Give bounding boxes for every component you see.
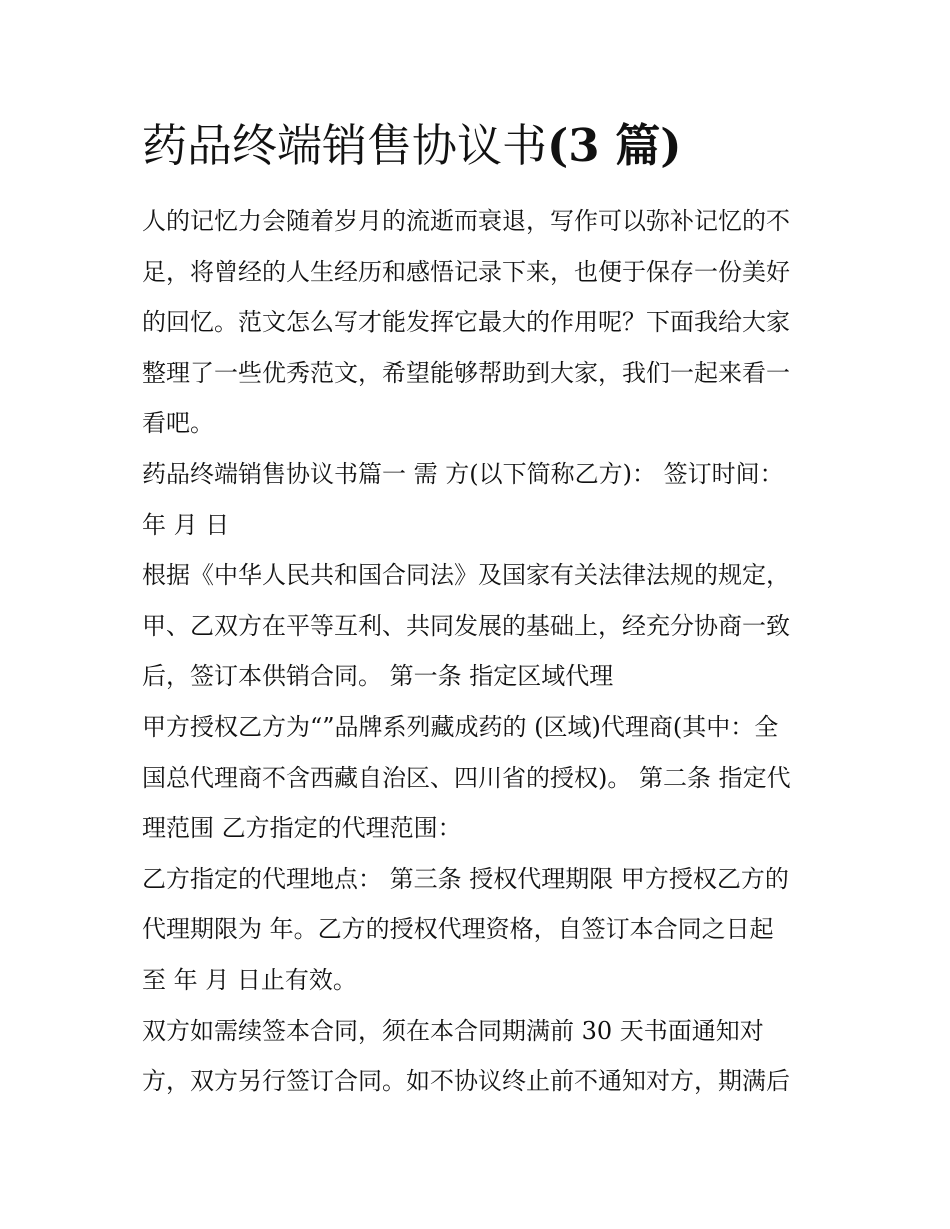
text-line: 的回忆。范文怎么写才能发挥它最大的作用呢？下面我给大家 [142, 308, 790, 337]
text-line: 国总代理商不含西藏自治区、四川省的授权)。 第二条 指定代 [142, 763, 791, 792]
text-line: 乙方指定的代理地点： 第三条 授权代理期限 甲方授权乙方的 [142, 864, 789, 893]
document-body [142, 196, 822, 1107]
text-line: 药品终端销售协议书篇一 需 方(以下简称乙方)： 签订时间： [142, 459, 784, 488]
text-line: 甲、乙双方在平等互利、共同发展的基础上，经充分协商一致 [142, 611, 790, 640]
text-line: 方，双方另行签订合同。如不协议终止前不通知对方，期满后 [142, 1067, 790, 1096]
text-line: 甲方授权乙方为“”品牌系列藏成药的 (区域)代理商(其中：全 [142, 712, 779, 741]
title-main: 药品终端销售协议书 [142, 119, 548, 172]
text-line: 足，将曾经的人生经历和感悟记录下来，也便于保存一份美好 [142, 257, 790, 286]
text-line: 代理期限为 年。乙方的授权代理资格，自签订本合同之日起 [142, 915, 774, 944]
text-line: 后，签订本供销合同。 第一条 指定区域代理 [142, 662, 614, 691]
text-line: 人的记忆力会随着岁月的流逝而衰退，写作可以弥补记忆的不 [142, 207, 790, 235]
text-line: 根据《中华人民共和国合同法》及国家有关法律法规的规定， [142, 561, 790, 590]
text-line: 年 月 日 [142, 510, 230, 539]
title-count: (3 篇) [547, 119, 682, 172]
text-line: 理范围 乙方指定的代理范围： [142, 814, 462, 843]
text-line: 整理了一些优秀范文，希望能够帮助到大家，我们一起来看一 [142, 358, 790, 387]
text-line: 双方如需续签本合同，须在本合同期满前 30 天书面通知对 [142, 1016, 764, 1045]
text-line: 看吧。 [142, 409, 214, 438]
document-title [142, 114, 682, 178]
text-line: 至 年 月 日止有效。 [142, 965, 357, 994]
